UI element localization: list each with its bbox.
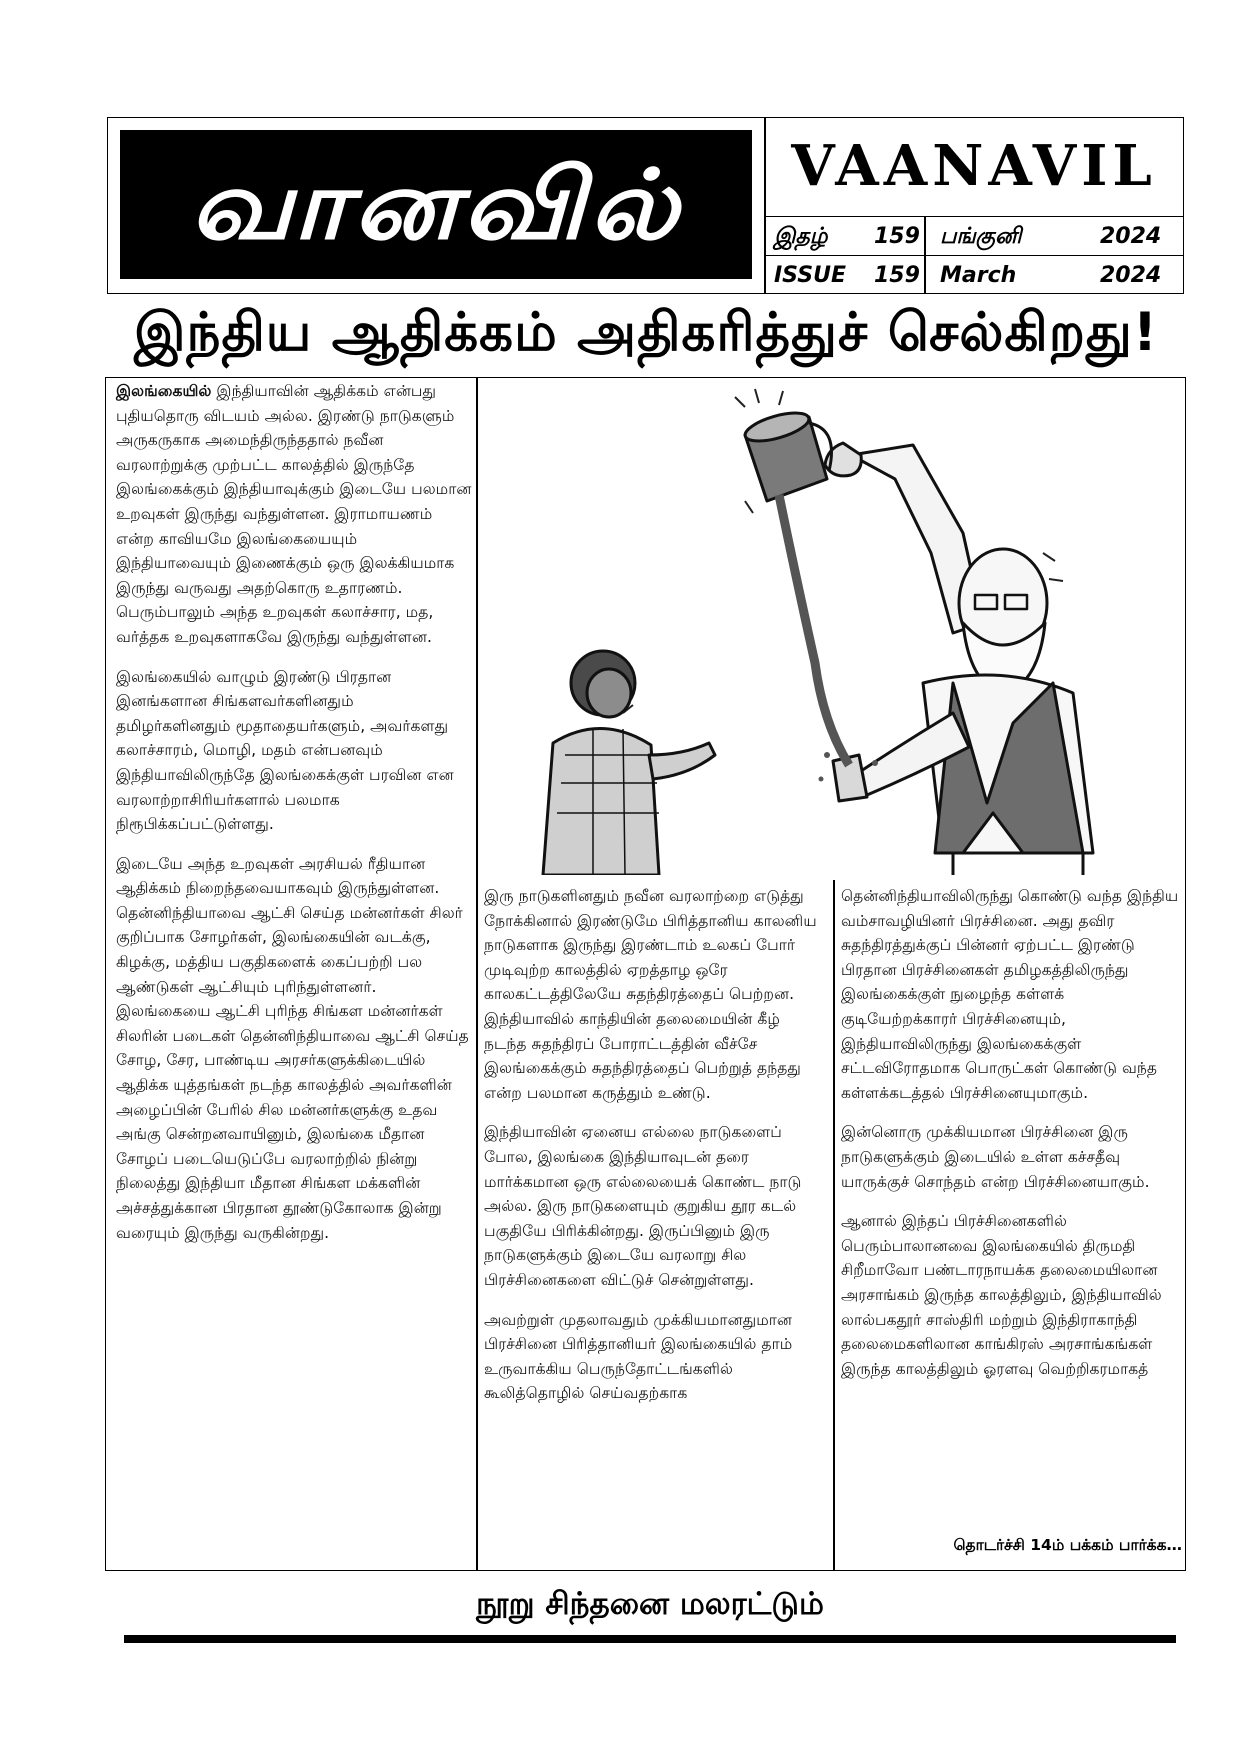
issue-year-tamil: 2024: [1100, 224, 1162, 249]
issue-row-english: [764, 255, 1184, 295]
column3-paragraph-3: ஆனால் இந்தப் பிரச்சினைகளில் பெரும்பாலானவை இலங்கையில் திருமதி சிறீமாவோ பண்டாரநாயக்க தலைமையிலான அரசாங்கம் இருந்த காலத்திலும், இந்தியாவில் லால்பகதூர் சாஸ்திரி மற்றும் இந்திராகாந்தி தலைமைகளிலான காங்கிரஸ் அரசாங்கங்கள் இருந்த காலத்திலும் ஓரளவு வெற்றிகரமாகத்: [841, 1212, 1162, 1378]
column-rule-2: [833, 880, 835, 1571]
continued-on-page-link[interactable]: தொடர்ச்சி 14ம் பக்கம் பார்க்க…: [953, 1536, 1182, 1554]
article-column-3: [841, 884, 1179, 1396]
column1-paragraph-1-text: இந்தியாவின் ஆதிக்கம் என்பது புதியதொரு விடயம் அல்ல. இரண்டு நாடுகளும் அருகருகாக அமைந்திருந்ததால் நவீன வரலாற்றுக்கு முற்பட்ட காலத்தில் இருந்தே இலங்கைக்கும் இந்தியாவுக்கும் இடையே பலமான உறவுகள் இருந்து வந்துள்ளன. இராமாயணம் என்ற காவியமே இலங்கையையும் இந்தியாவையும் இணைக்கும் ஒரு இலக்கியமாக இருந்து வருவது அதற்கொரு உதாரணம். பெரும்பாலும் அந்த உறவுகள் கலாச்சார, மத, வர்த்தக உறவுகளாகவே இருந்து வந்துள்ளன.: [116, 382, 472, 646]
issue-year-english: 2024: [1100, 263, 1162, 288]
column2-paragraph-2: இந்தியாவின் ஏனைய எல்லை நாடுகளைப் போல, இலங்கை இந்தியாவுடன் தரை மார்க்கமான ஒரு எல்லையைக் கொண்ட நாடு அல்ல. இரு நாடுகளையும் குறுகிய தூர கடல் பகுதியே பிரிக்கின்றது. இருப்பினும் இரு நாடுகளுக்கும் இடையே வரலாறு சில பிரச்சினைகளை விட்டுச் சென்றுள்ளது.: [484, 1123, 802, 1289]
column1-paragraph-1: [116, 379, 472, 650]
column-rule-1: [476, 377, 478, 1571]
issue-label-english: ISSUE: [774, 263, 846, 288]
article-column-2: [484, 884, 826, 1421]
issue-row-tamil: [764, 216, 1184, 256]
column3-paragraph-2: இன்னொரு முக்கியமான பிரச்சினை இரு நாடுகளுக்கும் இடையில் உள்ள கச்சதீவு யாருக்குச் சொந்தம் என்ற பிரச்சினையாகும்.: [841, 1123, 1150, 1191]
brand-name-latin: VAANAVIL: [791, 133, 1157, 199]
logo-tamil: வானவில்: [189, 147, 683, 261]
headline: [110, 302, 1182, 370]
column1-first-word: இலங்கையில்: [116, 382, 212, 400]
column2-paragraph-1: இரு நாடுகளினதும் நவீன வரலாற்றை எடுத்து நோக்கினால் இரண்டுமே பிரித்தானிய காலனிய நாடுகளாக இருந்து இரண்டாம் உலகப் போர் முடிவுற்ற காலத்தில் ஏறத்தாழ ஒரே காலகட்டத்திலேயே சுதந்திரத்தைப் பெற்றன. இந்தியாவில் காந்தியின் தலைமையின் கீழ் நடந்த சுதந்திரப் போராட்டத்தின் வீச்சே இலங்கைக்கும் சுதந்திரத்தைப் பெற்றுத் தந்தது என்ற பலமான கருத்தும் உண்டு.: [484, 887, 817, 1102]
article-column-1: [116, 379, 472, 1260]
column1-paragraph-2: இலங்கையில் வாழும் இரண்டு பிரதான இனங்களான சிங்களவர்களினதும் தமிழர்களினதும் மூதாதையர்களும், அவர்களது கலாச்சாரம், மொழி, மதம் என்பனவும் இந்தியாவிலிருந்தே இலங்கைக்குள் பரவின என வரலாற்றாசிரியர்களால் பலமாக நிரூபிக்கப்பட்டுள்ளது.: [116, 667, 454, 834]
footer-rule: [124, 1635, 1176, 1643]
issue-number-english: 159: [874, 263, 920, 288]
headline-text: இந்திய ஆதிக்கம் அதிகரித்துச் செல்கிறது!: [133, 302, 1159, 363]
column1-paragraph-3: இடையே அந்த உறவுகள் அரசியல் ரீதியான ஆதிக்கம் நிறைந்தவையாகவும் இருந்துள்ளன. தென்னிந்தியாவை ஆட்சி செய்த மன்னர்கள் சிலர் குறிப்பாக சோழர்கள், இலங்கையின் வடக்கு, கிழக்கு, மத்திய பகுதிகளைக் கைப்பற்றி பல ஆண்டுகள் ஆட்சியும் புரிந்துள்ளனர். இலங்கையை ஆட்சி புரிந்த சிங்கள மன்னர்கள் சிலரின் படைகள் தென்னிந்தியாவை ஆட்சி செய்த சோழ, சேர, பாண்டிய அரசர்களுக்கிடையில் ஆதிக்க யுத்தங்கள் நடந்த காலத்தில் அவர்களின் அழைப்பின் பேரில் சில மன்னர்களுக்கு உதவ அங்கு சென்றனவாயினும், இலங்கை மீதான சோழப் படையெடுப்பே வரலாற்றில் நின்று நிலைத்து இந்தியா மீதான சிங்கள மக்களின் அச்சத்துக்கான பிரதான தூண்டுகோலாக இன்று வரையும் இருந்து வருகின்றது.: [116, 854, 469, 1242]
logo-box: [120, 130, 752, 279]
issue-month-tamil: பங்குனி: [940, 224, 1022, 249]
column2-paragraph-3: அவற்றுள் முதலாவதும் முக்கியமானதுமான பிரச்சினை பிரித்தானியர் இலங்கையில் தாம் உருவாக்கிய பெருந்தோட்டங்களில் கூலித்தொழில் செய்வதற்காக: [484, 1310, 793, 1403]
issue-info: [764, 216, 1184, 294]
cartoon-illustration: [483, 383, 1177, 875]
issue-label-tamil: இதழ்: [774, 224, 828, 249]
issue-month-english: March: [940, 263, 1017, 288]
column3-paragraph-1: தென்னிந்தியாவிலிருந்து கொண்டு வந்த இந்திய வம்சாவழியினர் பிரச்சினை. அது தவிர சுதந்திரத்துக்குப் பின்னர் ஏற்பட்ட இரண்டு பிரதான பிரச்சினைகள் தமிழகத்திலிருந்து இலங்கைக்குள் நுழைந்த கள்ளக் குடியேற்றக்காரர் பிரச்சினையும், இந்தியாவிலிருந்து இலங்கைக்குள் சட்டவிரோதமாக பொருட்கள் கொண்டு வந்த கள்ளக்கடத்தல் பிரச்சினையுமாகும்.: [841, 887, 1179, 1102]
issue-number-tamil: 159: [874, 224, 920, 249]
footer-slogan: நூறு சிந்தனை மலரட்டும்: [476, 1586, 824, 1622]
